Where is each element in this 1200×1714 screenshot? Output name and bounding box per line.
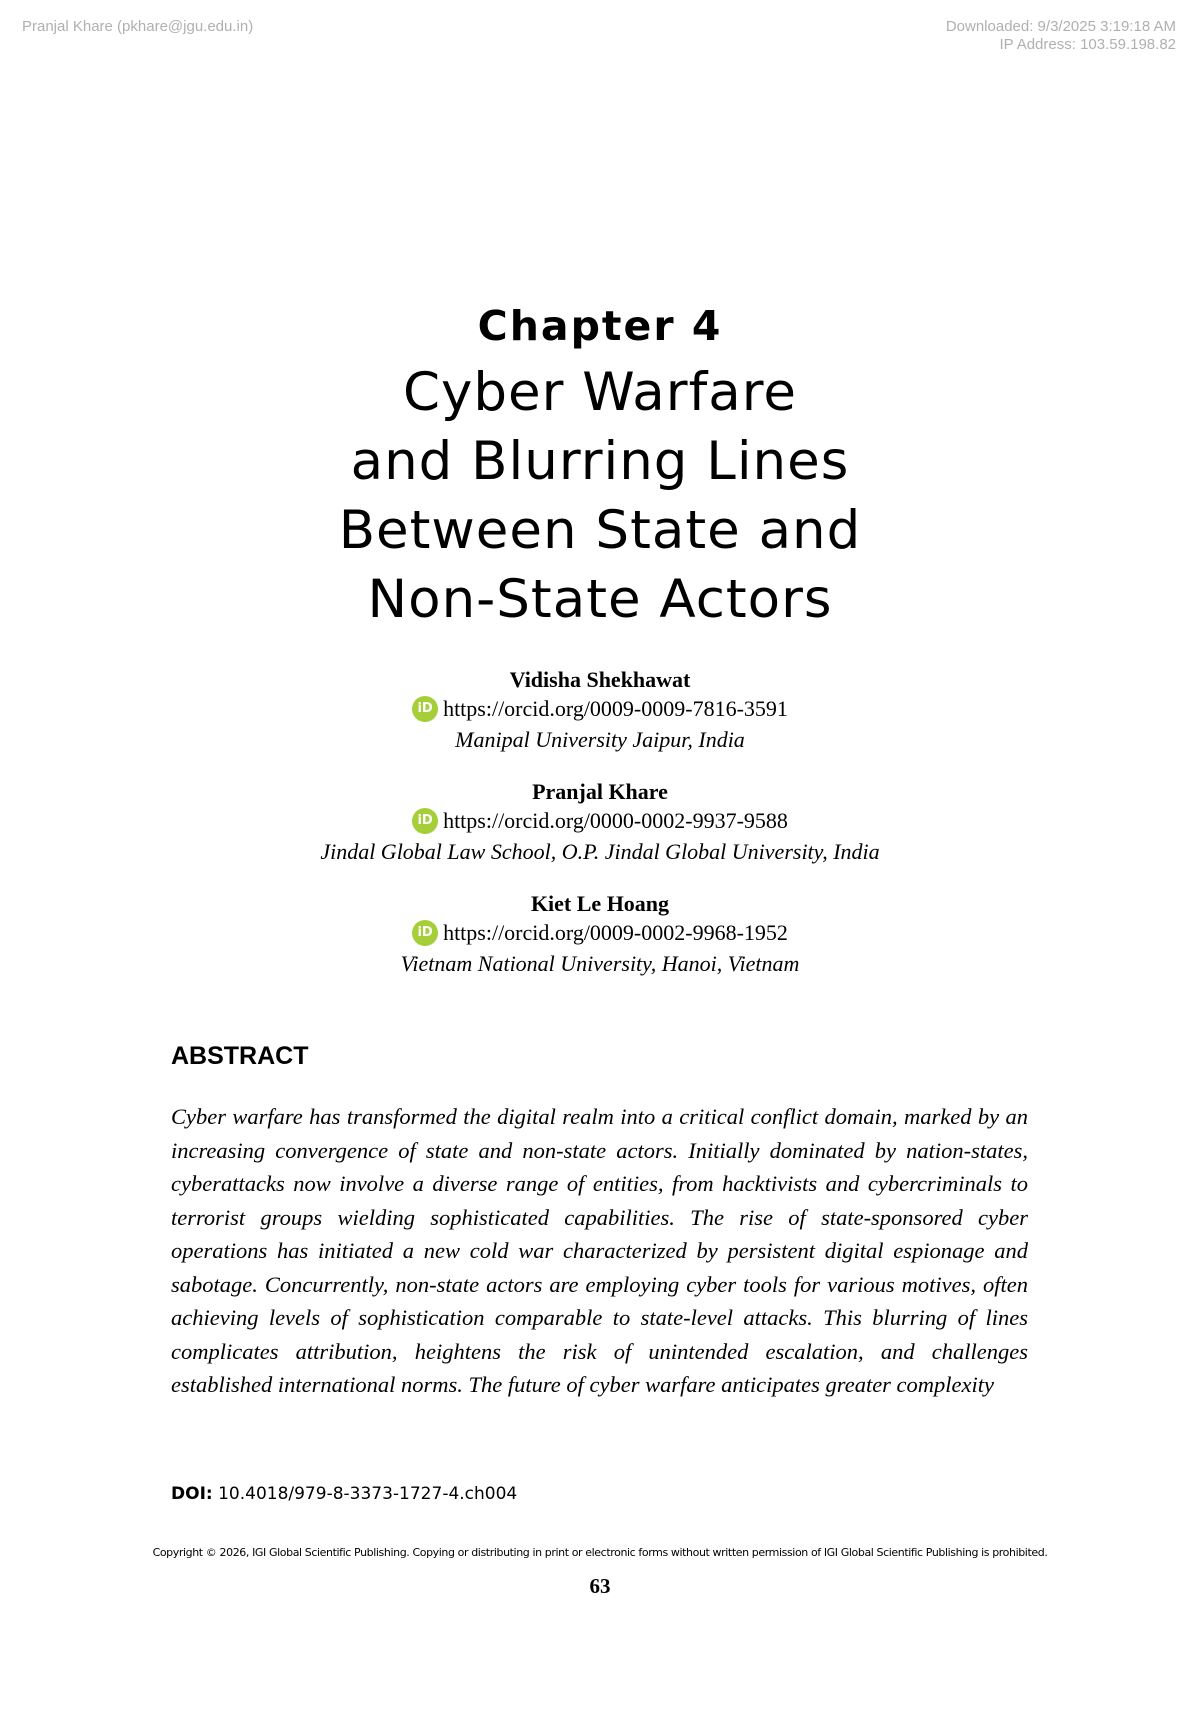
author-affiliation: Jindal Global Law School, O.P. Jindal Global University, India — [320, 839, 880, 864]
doi-line — [171, 1484, 517, 1504]
author-name: Kiet Le Hoang — [530, 891, 670, 916]
copyright-notice: Copyright © 2026, IGI Global Scientific Publishing. Copying or distributing in print or electronic forms without written permission of IGI Global Scientific Publishing is prohibited. — [152, 1546, 1048, 1559]
author-affiliation: Vietnam National University, Hanoi, Vietnam — [400, 951, 800, 976]
chapter-title-line: Between State and — [338, 500, 862, 561]
watermark-downloaded: Downloaded: 9/3/2025 3:19:18 AM — [945, 18, 1176, 35]
author-name: Vidisha Shekhawat — [509, 667, 691, 692]
author-entry — [0, 778, 1200, 868]
author-affiliation: Manipal University Jaipur, India — [455, 727, 745, 752]
watermark-user: Pranjal Khare (pkhare@jgu.edu.in) — [22, 18, 254, 35]
author-entry — [0, 666, 1200, 756]
chapter-title-line: and Blurring Lines — [350, 431, 850, 492]
orcid-link[interactable] — [412, 806, 788, 836]
page-number: 63 — [589, 1574, 611, 1598]
doi-label: DOI: — [171, 1484, 213, 1504]
author-entry — [0, 890, 1200, 980]
orcid-icon: iD — [412, 808, 438, 834]
watermark-ip: IP Address: 103.59.198.82 — [999, 36, 1176, 53]
chapter-label: Chapter 4 — [477, 302, 723, 350]
chapter-title-line: Cyber Warfare — [403, 362, 797, 423]
watermark-download-info — [946, 18, 1176, 54]
chapter-title-line: Non-State Actors — [367, 569, 833, 630]
author-name: Pranjal Khare — [532, 779, 668, 804]
chapter-heading — [0, 300, 1200, 634]
orcid-icon: iD — [412, 920, 438, 946]
chapter-title — [0, 358, 1200, 634]
author-list — [0, 666, 1200, 1002]
doi-value[interactable]: 10.4018/979-8-3373-1727-4.ch004 — [218, 1484, 518, 1504]
orcid-url[interactable]: https://orcid.org/0009-0009-7816-3591 — [443, 696, 788, 721]
orcid-link[interactable] — [412, 918, 788, 948]
orcid-link[interactable] — [412, 694, 788, 724]
orcid-url[interactable]: https://orcid.org/0009-0002-9968-1952 — [443, 920, 788, 945]
orcid-icon: iD — [412, 696, 438, 722]
abstract-text: Cyber warfare has transformed the digital realm into a critical conflict domain, marked by an increasing convergence of state and non-state actors. Initially dominated by nation-states, cyberattacks now involve a diverse range of entities, from hacktivists and cybercriminals to terrorist groups wielding sophisticated capabilities. The rise of state-sponsored cyber operations has initiated a new cold war characterized by persistent digital espionage and sabotage. Concurrently, non-state actors are employing cyber tools for various motives, often achieving levels of sophistication comparable to state-level attacks. This blurring of lines complicates attribution, heightens the risk of unintended escalation, and challenges established international norms. The future of cyber warfare anticipates greater complexity — [171, 1104, 1028, 1397]
orcid-url[interactable]: https://orcid.org/0000-0002-9937-9588 — [443, 808, 788, 833]
abstract-heading: ABSTRACT — [171, 1042, 309, 1070]
